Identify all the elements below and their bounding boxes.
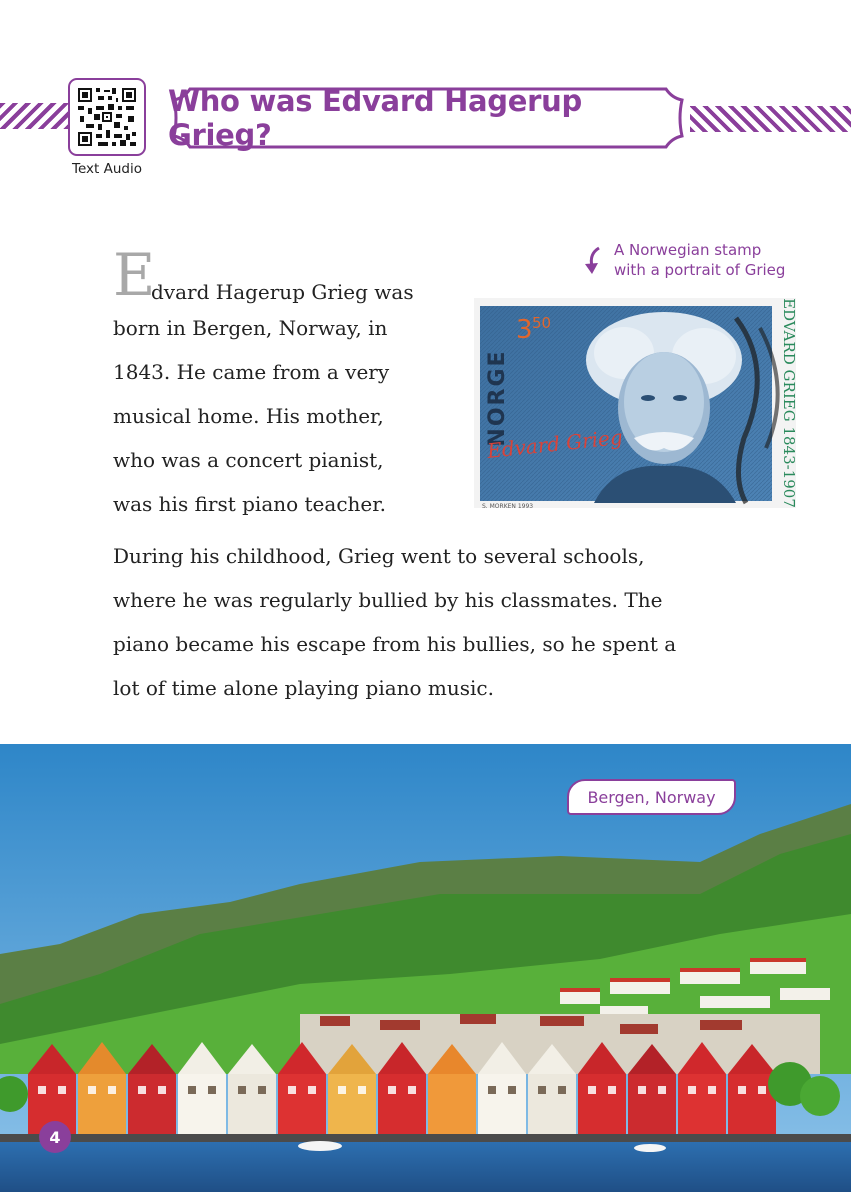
stamp-country: NORGE [485,349,510,447]
curved-arrow-icon [583,246,603,276]
header-stripes-left [0,103,72,129]
body-line: During his childhood, Grieg went to several schools, [113,544,645,568]
stamp-caption-line: A Norwegian stamp [614,241,762,259]
header-stripes-right [690,106,851,132]
body-line: piano became his escape from his bullies, so he spent a [113,632,677,656]
page-number: 4 [39,1121,71,1153]
dropcap-line [113,241,458,309]
first-line-text: dvard Hagerup Grieg was [151,280,414,304]
location-label: Bergen, Norway [567,779,736,815]
page-title: Who was Edvard Hagerup Grieg? [168,84,582,152]
intro-line: born in Bergen, Norway, in [113,316,388,340]
drop-cap: E [113,241,156,309]
title-banner [168,86,688,150]
qr-caption: Text Audio [72,161,142,177]
stamp-side-text: EDVARD GRIEG 1843-1907 [780,298,798,508]
stamp-caption [614,240,785,280]
stamp-signature: Edvard Grieg [486,424,624,463]
stamp-illustration [474,298,796,508]
intro-line: was his first piano teacher. [113,492,386,516]
stamp-value-cents: 50 [532,314,552,332]
intro-line: 1843. He came from a very [113,360,390,384]
intro-line: who was a concert pianist, [113,448,384,472]
body-line: lot of time alone playing piano music. [113,676,494,700]
intro-line: musical home. His mother, [113,404,384,428]
stamp-caption-line: with a portrait of Grieg [614,261,786,279]
qr-code-icon [76,86,138,148]
body-line: where he was regularly bullied by his classmates. The [113,588,663,612]
intro-paragraph [113,241,458,526]
stamp-image [474,298,796,508]
stamp-value: 3 [516,315,533,345]
stamp-designer: S. MORKEN 1993 [482,503,534,510]
qr-code[interactable] [68,78,146,156]
body-paragraph [113,534,773,710]
